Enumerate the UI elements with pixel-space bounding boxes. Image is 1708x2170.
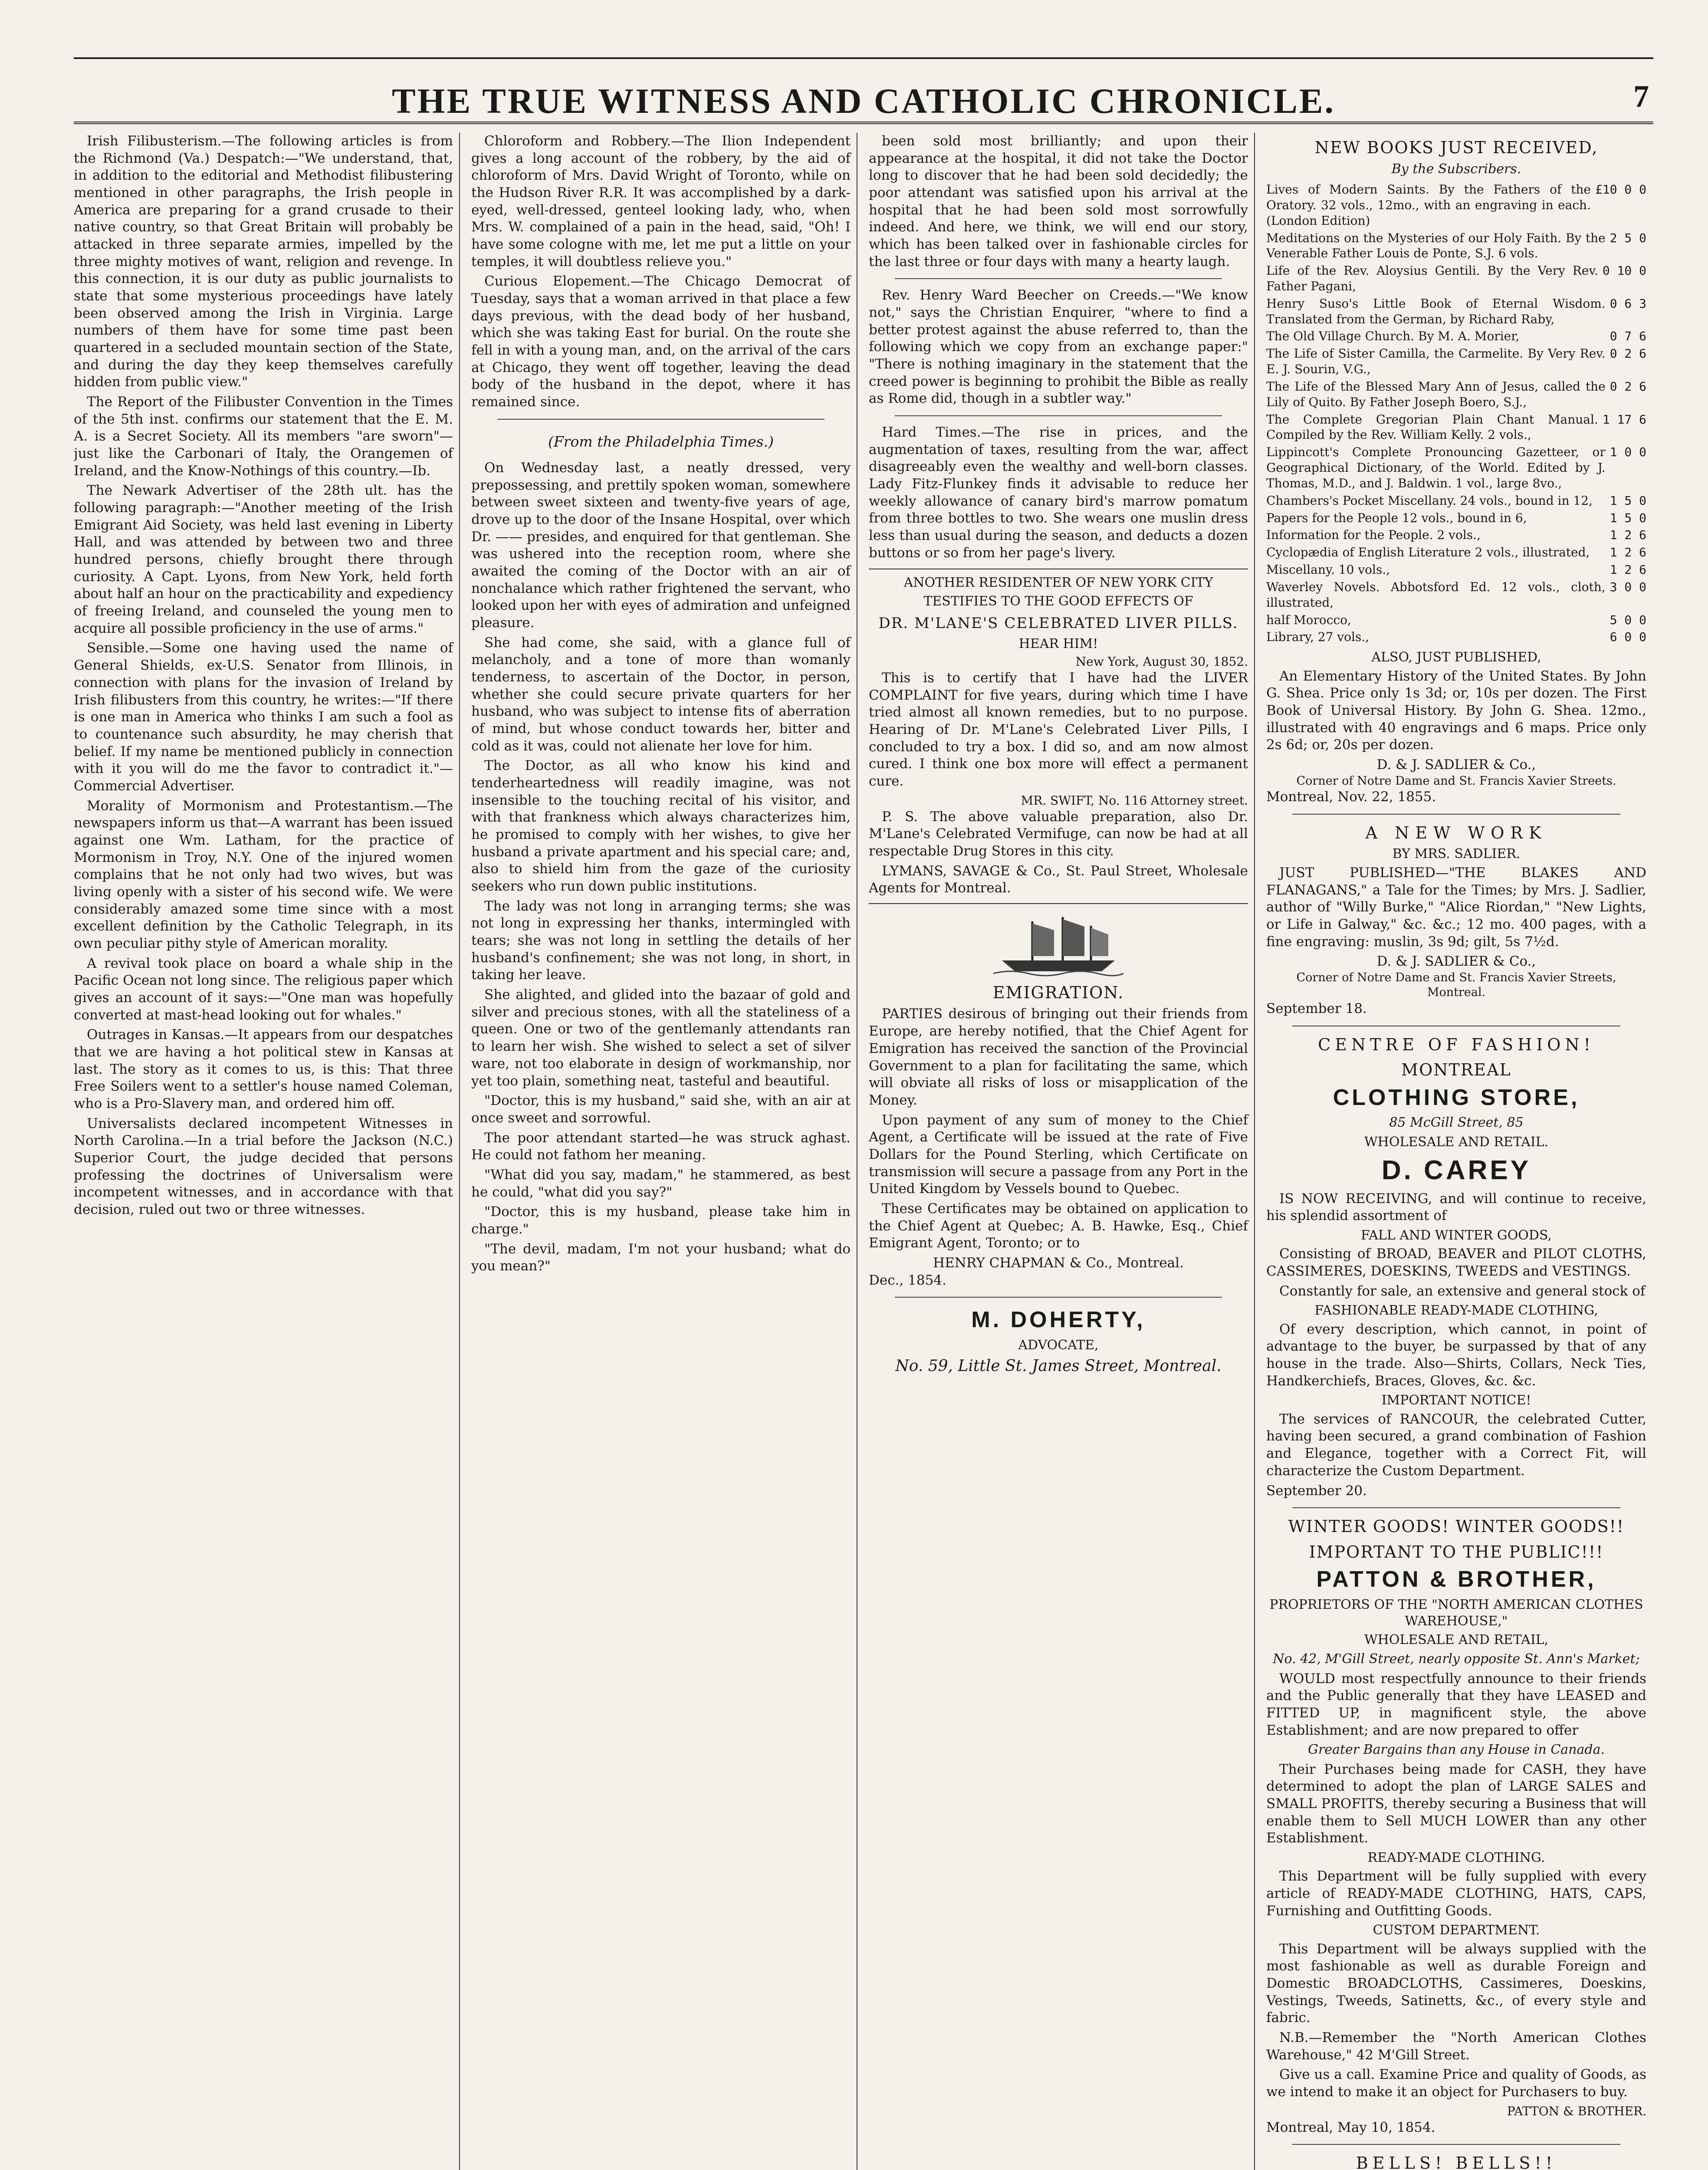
book-title: The Life of the Blessed Mary Ann of Jesus, called the Lily of Quito. By Father Joseph Boero, S.J.,: [1266, 379, 1606, 409]
article-beecher-creeds: Rev. Henry Ward Beecher on Creeds.—"We know not," says the Christian Enquirer, "where to find a better protest against the abuse referred to, than the following which we copy from an exchange paper:" "There is nothing imaginary in the statement that the creed power is beginning to prohibit the Bible as really as Rome did, though in a subtler way.": [869, 287, 1248, 407]
masthead: [74, 65, 1653, 124]
emigration-signature: HENRY CHAPMAN & Co., Montreal.: [933, 1255, 1184, 1271]
newspaper-title: THE TRUE WITNESS AND CATHOLIC CHRONICLE.: [391, 81, 1336, 121]
book-title: The Complete Gregorian Plain Chant Manual. Compiled by the Rev. William Kelly. 2 vols.,: [1266, 412, 1598, 442]
article-irish-filibusterism: Irish Filibusterism.—The following articles is from the Richmond (Va.) Despatch:—"We understand, that, in addition to the editorial and Methodist filibustering mentioned in other paragraphs, the Irish people in America are preparing for a grand crusade to their native country, so that Great Britain will probably be attacked in three separate armies, impelled by the three mighty motives of want, religion and revenge. In this connection, it is our duty as public journalists to state that some mysterious proceedings have lately been observed among the Irish in Virginia. Large numbers of them have for some time past been quartered in a secluded mountain section of the State, and during the day they keep themselves carefully hidden from public view.": [74, 133, 453, 390]
book-title: Miscellany. 10 vols.,: [1266, 562, 1390, 577]
book-price: 1 5 0: [1609, 510, 1646, 525]
book-row: [1266, 444, 1646, 491]
book-price: 5 0 0: [1609, 612, 1646, 627]
article-sensible: Sensible.—Some one having used the name of General Shields, ex-U.S. Senator from Illinois, in connection with plans for the invasion of Ireland by Irish filibusters from this country, he writes:—"If there is one man in America who thinks I am such a fool as to countenance such absurdity, he may cherish that belief. If my name be mentioned publicly in connection with it you will do me the favor to contradict it."—Commercial Advertiser.: [74, 640, 453, 794]
book-row: [1266, 579, 1646, 611]
book-row: [1266, 329, 1646, 344]
book-row: [1266, 562, 1646, 578]
newspaper-page: [74, 65, 1653, 2170]
book-title: The Life of Sister Camilla, the Carmelite. By Very Rev. E. J. Sourin, V.G.,: [1266, 346, 1606, 377]
newwork-sub: BY MRS. SADLIER.: [1392, 846, 1521, 862]
patton-custom: CUSTOM DEPARTMENT.: [1373, 1923, 1540, 1938]
emigration-date: Dec., 1854.: [869, 1272, 946, 1288]
story-paragraph: "What did you say, madam," he stammered, as best he could, "what did you say?": [471, 1167, 851, 1200]
patton-trade: WHOLESALE AND RETAIL,: [1364, 1632, 1549, 1647]
books-date: Montreal, Nov. 22, 1855.: [1266, 789, 1436, 805]
patton-body: WOULD most respectfully announce to their friends and the Public generally that they have LEASED and FITTED UP, in magnificent style, the above Establishment; and are now prepared to offer: [1266, 1670, 1646, 1738]
article-filibuster-report: The Report of the Filibuster Convention in the Times of the 5th inst. confirms our statement that the E. M. A. is a Secret Society. All its members "are sworn"—just like the Carbonari of Italy, the Orangemen of Ireland, and the Know-Nothings of this country.—Ib.: [74, 394, 453, 479]
article-mormonism: Morality of Mormonism and Protestantism.—The newspapers inform us that—A warrant has been issued against one Wm. Latham, for the practice of Mormonism in Troy, N.Y. One of the injured women complains that he not only had two wives, but was living openly with a sister of his second wife. We were considerably amazed some time since with a most excellent definition by the Catholic Telegraph, in its own peculiar pithy style of American morality.: [74, 798, 453, 951]
ship-engraving-icon: [993, 913, 1123, 978]
ad-heading: TESTIFIES TO THE GOOD EFFECTS OF: [923, 593, 1193, 609]
clothing-centre: CENTRE OF FASHION!: [1318, 1035, 1595, 1054]
ad-heading: ANOTHER RESIDENTER OF NEW YORK CITY: [903, 575, 1213, 591]
column-4: [1266, 133, 1652, 2170]
book-title: Chambers's Pocket Miscellany. 24 vols., bound in 12,: [1266, 493, 1593, 508]
book-title: Henry Suso's Little Book of Eternal Wisdom. Translated from the German, by Richard Raby,: [1266, 296, 1606, 326]
article-chloroform-robbery: Chloroform and Robbery.—The Ilion Independent gives a long account of the robbery, by the aid of chloroform of Mrs. David Wright of Toronto, while on the Hudson River R.R. It was accomplished by a dark-eyed, well-dressed, genteel looking lady, who, when Mrs. W. complained of a pain in the head, said, "Oh! I have some cologne with me, let me put a little on your temples, it will doubtless relieve you.": [471, 133, 851, 270]
book-title: Lives of Modern Saints. By the Fathers of the Oratory. 32 vols., 12mo., with an engraving in each. (London Edition): [1266, 182, 1591, 228]
newwork-heading: A NEW WORK: [1365, 823, 1547, 842]
clothing-trade: WHOLESALE AND RETAIL.: [1364, 1134, 1549, 1150]
book-row: [1266, 510, 1646, 526]
book-price: 1 5 0: [1609, 493, 1646, 508]
book-list: [1266, 182, 1646, 645]
article-curious-elopement: Curious Elopement.—The Chicago Democrat of Tuesday, says that a woman arrived in that place a few days previous, with the dead body of her husband, which she was taking East for burial. On the route she fell in with a young man, and, on the arrival of the cars at Chicago, they went off together, leaving the dead body of the husband in the depot, where it has remained since.: [471, 273, 851, 410]
story-paragraph: She alighted, and glided into the bazaar of gold and silver and precious stones, with all the stateliness of a queen. One or two of the gentlemanly attendants ran to learn her wish. She wished to select a set of silver ware, not too elaborate in design of workmanship, nor yet too plain, something neat, tasteful and beautiful.: [471, 987, 851, 1089]
article-whale-ship-revival: A revival took place on board a whale ship in the Pacific Ocean not long since. The religious paper which gives an account of it says:—"One man was hopefully converted at mast-head looking out for whales.": [74, 955, 453, 1023]
book-row: [1266, 493, 1646, 509]
book-price: 2 5 0: [1609, 230, 1646, 245]
clothing-city: MONTREAL: [1401, 1060, 1511, 1080]
clothing-body: Consisting of BROAD, BEAVER and PILOT CLOTHS, CASSIMERES, DOESKINS, TWEEDS and VESTINGS.: [1266, 1246, 1646, 1279]
newwork-signature: D. & J. SADLIER & Co.,: [1376, 953, 1536, 970]
book-row: [1266, 230, 1646, 262]
newwork-body: JUST PUBLISHED—"THE BLAKES AND FLANAGANS," a Tale for the Times; by Mrs. J. Sadlier, author of "Willy Burke," "Alice Riordan," "New Lights, or Life in Galway," &c. &c.; 12 mo. 400 pages, with a fine engraving: muslin, 3s 9d; gilt, 5s 7½d.: [1266, 865, 1646, 950]
story-paragraph: "Doctor, this is my husband, please take him in charge.": [471, 1204, 851, 1237]
story-paragraph: "Doctor, this is my husband," said she, with an air at once sweet and sorrowful.: [471, 1093, 851, 1126]
article-outrages-kansas: Outrages in Kansas.—It appears from our despatches that we are having a hot political stew in Kansas at last. The story as it comes to us, is this: That three Free Soilers went to a settler's house named Coleman, who is a Pro-Slavery man, and ordered him off.: [74, 1027, 453, 1111]
book-row: [1266, 629, 1646, 645]
columns: [74, 133, 1653, 2170]
patton-body: Their Purchases being made for CASH, they have determined to adopt the plan of LARGE SALES and SMALL PROFITS, thereby securing a Business that will enable them to Sell MUCH LOWER than any other Establishment.: [1266, 1761, 1646, 1846]
clothing-body: IS NOW RECEIVING, and will continue to receive, his splendid assortment of: [1266, 1190, 1646, 1224]
clothing-season: FALL AND WINTER GOODS,: [1361, 1227, 1552, 1243]
divider: [497, 419, 824, 420]
book-title: Information for the People. 2 vols.,: [1266, 528, 1481, 542]
patton-signature: PATTON & BROTHER.: [1507, 2104, 1646, 2118]
clothing-body: The services of RANCOUR, the celebrated Cutter, having been secured, a grand combination of Fashion and Elegance, together with a Correct Fit, will characterize the Custom Department.: [1266, 1411, 1646, 1479]
books-signature: D. & J. SADLIER & Co.,: [1376, 756, 1536, 773]
story-paragraph: "The devil, madam, I'm not your husband; what do you mean?": [471, 1241, 851, 1274]
book-price: £10 0 0: [1595, 182, 1646, 197]
divider: [895, 278, 1222, 279]
story-paragraph: She had come, she said, with a glance full of melancholy, and a tone of more than womanly tenderness, to ascertain of the Doctor, in person, whether she could secure private quarters for her husband, who was subject to intense fits of aberration of mind, but whose conduct towards her, bitter and cold as it was, could not alienate her love for him.: [471, 635, 851, 754]
divider: [1292, 814, 1620, 815]
book-row: [1266, 612, 1646, 628]
top-rule: [74, 57, 1653, 63]
book-title: Waverley Novels. Abbotsford Ed. 12 vols., cloth, illustrated,: [1266, 579, 1606, 610]
also-body: An Elementary History of the United States. By John G. Shea. Price only 1s 3d; or, 10s per dozen. The First Book of Universal History. By John G. Shea. 12mo., illustrated with 40 engravings and 6 maps. Price only 2s 6d; or, 20s per dozen.: [1266, 668, 1646, 753]
book-price: 0 10 0: [1602, 263, 1646, 278]
newwork-date: September 18.: [1266, 1000, 1367, 1016]
article-universalists: Universalists declared incompetent Witnesses in North Carolina.—In a trial before the Jackson (N.C.) Superior Court, the judge decided that persons professing the doctrines of Universalism were incompetent witnesses, and in accordance with that decision, ruled out two or three witnesses.: [74, 1115, 453, 1217]
book-row: [1266, 379, 1646, 410]
page-number: 7: [1633, 79, 1649, 114]
divider: [895, 1297, 1222, 1298]
patton-rmc: READY-MADE CLOTHING.: [1367, 1850, 1545, 1865]
books-sub: By the Subscribers.: [1391, 161, 1521, 177]
patton-proprietors: PROPRIETORS OF THE "NORTH AMERICAN CLOTHES WAREHOUSE,": [1269, 1597, 1643, 1629]
story-paragraph: The poor attendant started—he was struck aghast. He could not fathom her meaning.: [471, 1130, 851, 1163]
book-price: 0 6 3: [1609, 296, 1646, 311]
advert-liver-pills: [869, 569, 1248, 904]
books-address: Corner of Notre Dame and St. Francis Xavier Streets.: [1296, 774, 1616, 788]
clothing-body: Of every description, which cannot, in point of advantage to the buyer, be surpassed by that of any house in the trade. Also—Shirts, Collars, Neck Ties, Handkerchiefs, Braces, Gloves, &c. &c.: [1266, 1321, 1646, 1389]
story-paragraph: On Wednesday last, a neatly dressed, very prepossessing, and prettily spoken woman, somewhere between sweet sixteen and twenty-five years of age, drove up to the door of the Insane Hospital, over which Dr. —— presides, and enquired for that gentleman. She was ushered into the reception room, where she awaited the coming of the Doctor with an air of nonchalance which rather frightened the servant, who looked upon her with eyes of admiration and unfeigned pleasure.: [471, 460, 851, 631]
book-title: Cyclopædia of English Literature 2 vols., illustrated,: [1266, 545, 1590, 560]
story-paragraph: The lady was not long in arranging terms; she was not long in expressing her thanks, intermingled with tears; she was not long in settling the details of her husband's confinement; she was not long, in short, in taking her leave.: [471, 898, 851, 983]
book-title: Meditations on the Mysteries of our Holy Faith. By the Venerable Father Louis de Ponte, S.J. 6 vols.: [1266, 230, 1606, 261]
story-ending: been sold most brilliantly; and upon their appearance at the hospital, it did not take the Doctor long to discover that he had been sold decidedly; the poor attendant was satisfied upon his arrival at the hospital that he had been sold most sorrowfully indeed. And here, we think, we will end our story, which has been talked over in fashionable circles for the last three or four days with many a hearty laugh.: [869, 133, 1248, 270]
book-row: [1266, 263, 1646, 294]
clothing-body: Constantly for sale, an extensive and general stock of: [1279, 1283, 1646, 1299]
book-price: 1 0 0: [1609, 445, 1646, 460]
book-row: [1266, 346, 1646, 377]
patton-body: This Department will be fully supplied with every article of READY-MADE CLOTHING, HATS, CAPS, Furnishing and Outfitting Goods.: [1266, 1868, 1646, 1919]
emigration-body: These Certificates may be obtained on application to the Chief Agent at Quebec; A. B. Hawke, Esq., Chief Emigrant Agent, Toronto; or to: [869, 1200, 1248, 1251]
divider: [1292, 2144, 1620, 2145]
book-price: 3 0 0: [1609, 579, 1646, 594]
ad-postscript: P. S. The above valuable preparation, also Dr. M'Lane's Celebrated Vermifuge, can now be had at all respectable Drug Stores in this city.: [869, 809, 1248, 859]
clothing-store: CLOTHING STORE,: [1333, 1085, 1580, 1110]
patton-body: This Department will be always supplied with the most fashionable as well as durable Foreign and Domestic BROADCLOTHS, Cassimeres, Doeskins, Vestings, Tweeds, Satinetts, &c., of every style and fabric.: [1266, 1941, 1646, 2026]
article-newark-advertiser: The Newark Advertiser of the 28th ult. has the following paragraph:—"Another meeting of the Irish Emigrant Aid Society, was held last evening in Liberty Hall, and was attended by between two and three hundred persons, chiefly brought there through curiosity. A Capt. Lyons, from New York, held forth about half an hour on the practicability and expediency of freeing Ireland, and counseled the young men to acquire all possible proficiency in the use of arms.": [74, 483, 453, 636]
ad-dateline: New York, August 30, 1852.: [1075, 654, 1248, 669]
patton-important: IMPORTANT TO THE PUBLIC!!!: [1309, 1542, 1604, 1562]
patton-body: N.B.—Remember the "North American Clothes Warehouse," 42 M'Gill Street.: [1266, 2030, 1646, 2063]
column-1: [74, 133, 460, 2170]
patton-slogan: Greater Bargains than any House in Canada.: [1307, 1742, 1605, 1758]
divider: [1292, 1507, 1620, 1508]
doherty-name: M. DOHERTY,: [971, 1307, 1146, 1333]
ad-agents: LYMANS, SAVAGE & Co., St. Paul Street, Wholesale Agents for Montreal.: [869, 863, 1248, 896]
book-title: half Morocco,: [1266, 612, 1351, 627]
book-row: [1266, 182, 1646, 228]
book-price: 1 2 6: [1609, 545, 1646, 560]
ad-signature: MR. SWIFT, No. 116 Attorney street.: [1021, 793, 1248, 808]
clothing-address: 85 McGill Street, 85: [1389, 1115, 1524, 1131]
book-price: 1 17 6: [1602, 412, 1646, 427]
clothing-rtw: FASHIONABLE READY-MADE CLOTHING,: [1314, 1303, 1598, 1318]
also-heading: ALSO, JUST PUBLISHED,: [1371, 650, 1541, 665]
book-title: Life of the Rev. Aloysius Gentili. By the Very Rev. Father Pagani,: [1266, 263, 1598, 293]
book-title: Library, 27 vols.,: [1266, 630, 1370, 644]
emigration-body: PARTIES desirous of bringing out their friends from Europe, are hereby notified, that the Chief Agent for Emigration has received the sanction of the Provincial Government to a plan for facilitating the same, which will obviate all risks of loss or misapplication of the Money.: [869, 1006, 1248, 1108]
book-price: 6 0 0: [1609, 630, 1646, 644]
ad-heading: HEAR HIM!: [1018, 636, 1098, 651]
book-row: [1266, 545, 1646, 560]
doherty-address: No. 59, Little St. James Street, Montreal.: [895, 1357, 1222, 1375]
patton-winter: WINTER GOODS! WINTER GOODS!!: [1288, 1517, 1625, 1536]
patton-name: PATTON & BROTHER,: [1316, 1567, 1596, 1592]
books-heading: NEW BOOKS JUST RECEIVED,: [1314, 138, 1598, 157]
book-price: 0 7 6: [1609, 329, 1646, 344]
emigration-title: EMIGRATION.: [992, 983, 1124, 1002]
patton-body: Give us a call. Examine Price and quality of Goods, as we intend to make it an object for Purchasers to buy.: [1266, 2067, 1646, 2100]
book-title: Lippincott's Complete Pronouncing Gazetteer, or Geographical Dictionary, of the World. Edited by J. Thomas, M.D., and J. Baldwin. 1 vol., large 8vo.,: [1266, 445, 1606, 490]
book-price: 0 2 6: [1609, 346, 1646, 361]
patton-address: No. 42, M'Gill Street, nearly opposite St. Ann's Market;: [1273, 1651, 1640, 1667]
ad-heading: DR. M'LANE'S CELEBRATED LIVER PILLS.: [878, 615, 1238, 632]
clothing-notice: IMPORTANT NOTICE!: [1381, 1393, 1531, 1408]
divider: [895, 415, 1222, 416]
book-price: 1 2 6: [1609, 562, 1646, 577]
clothing-name: D. CAREY: [1381, 1155, 1531, 1186]
book-title: Papers for the People 12 vols., bound in 6,: [1266, 510, 1527, 525]
ad-body: This is to certify that I have had the LIVER COMPLAINT for five years, during which time I have tried almost all known remedies, but to no purpose. Hearing of Dr. M'Lane's Celebrated Liver Pills, I concluded to try a box. I did so, and am now almost cured. I think one box more will effect a permanent cure.: [869, 670, 1248, 789]
book-row: [1266, 527, 1646, 543]
emigration-body: Upon payment of any sum of money to the Chief Agent, a Certificate will be issued at the rate of Five Dollars for the Pound Sterling, which Certificate on transmission will secure a passage from any Port in the United Kingdom by Vessels bound to Quebec.: [869, 1112, 1248, 1197]
book-row: [1266, 296, 1646, 327]
book-price: 1 2 6: [1609, 528, 1646, 542]
story-source: (From the Philadelphia Times.): [548, 433, 774, 450]
book-title: The Old Village Church. By M. A. Morier,: [1266, 329, 1520, 344]
clothing-date: September 20.: [1266, 1483, 1367, 1499]
article-hard-times: Hard Times.—The rise in prices, and the augmentation of taxes, resulting from the war, affect disagreeably even the wealthy and well-born classes. Lady Fitz-Flunkey finds it advisable to reduce her weekly allowance of canary bird's marrow pomatum from three bottles to two. She wears one muslin dress less than usual during the season, and deducts a dozen buttons or so from her page's livery.: [869, 424, 1248, 561]
book-row: [1266, 412, 1646, 443]
patton-date: Montreal, May 10, 1854.: [1266, 2119, 1435, 2135]
story-paragraph: The Doctor, as all who know his kind and tenderheartedness will readily imagine, was not insensible to the touching recital of his visitor, and with that frankness which always characterizes him, he promised to comply with her wishes, to give her husband a private apartment and his special care; and, also to shield him from the gaze of the curiosity seekers who run down public institutions.: [471, 758, 851, 894]
book-price: 0 2 6: [1609, 379, 1646, 394]
newwork-address: Corner of Notre Dame and St. Francis Xavier Streets, Montreal.: [1296, 970, 1616, 1000]
doherty-title: ADVOCATE,: [1018, 1337, 1099, 1353]
column-2: [471, 133, 857, 2170]
bells-heading: BELLS! BELLS!!: [1356, 2154, 1557, 2170]
column-3: [869, 133, 1255, 2170]
